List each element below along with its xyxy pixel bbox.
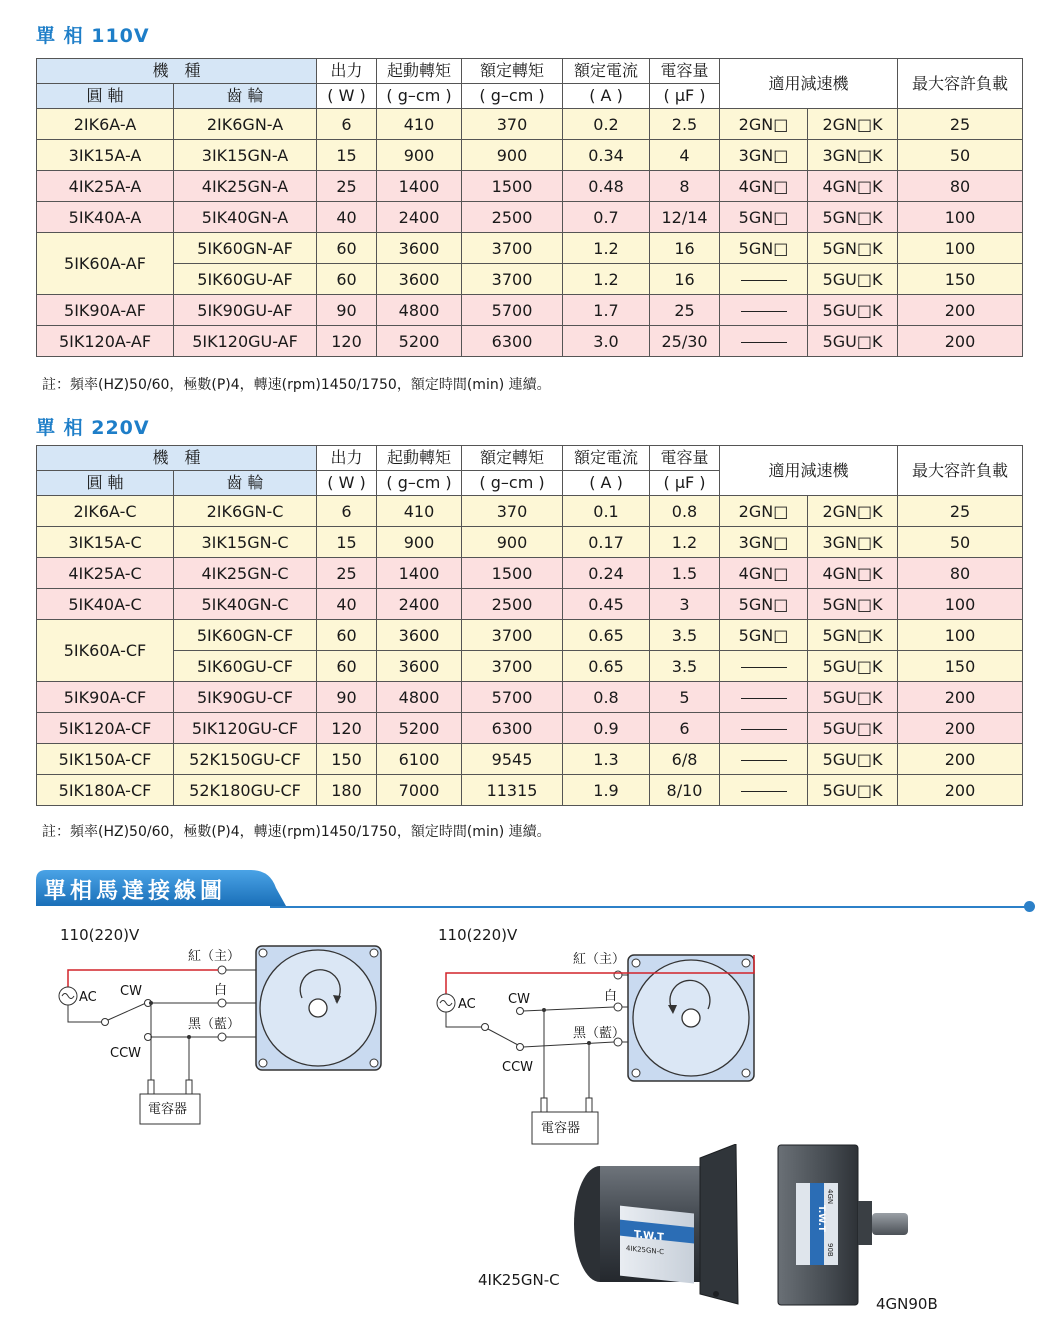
cell-max-load: 50 [898, 527, 1023, 558]
cell-max-load: 80 [898, 171, 1023, 202]
cell-max-load: 25 [898, 496, 1023, 527]
gearbox-plate-ratio: 90B [826, 1243, 834, 1257]
header-model: 機 種 [37, 446, 317, 471]
cell-gear: 52K150GU-CF [174, 744, 317, 775]
cell-start-torque: 410 [377, 109, 462, 140]
cell-reducer-1: 4GN□ [720, 171, 808, 202]
table-row [37, 295, 1023, 326]
header-rated-torque: 額定轉矩 [462, 446, 563, 471]
black-label-2: 黑（藍） [573, 1026, 626, 1041]
white-label-1: 白 [214, 983, 228, 998]
dash-mark [741, 791, 787, 792]
header-rated-current: 額定電流 [563, 59, 650, 84]
cell-reducer-1: 5GN□ [720, 620, 808, 651]
cell-current: 0.9 [563, 713, 650, 744]
header-output: 出力 [317, 446, 377, 471]
ac-label-2: AC [458, 997, 476, 1012]
cell-gear: 5IK60GN-AF [174, 233, 317, 264]
cell-round: 4IK25A-A [37, 171, 174, 202]
cell-max-load: 200 [898, 744, 1023, 775]
cell-round: 2IK6A-A [37, 109, 174, 140]
cell-capacitor: 5 [650, 682, 720, 713]
cell-capacitor: 1.2 [650, 527, 720, 558]
gearbox-photo [776, 1143, 916, 1308]
cell-capacitor: 2.5 [650, 109, 720, 140]
ccw-label-1: CCW [110, 1046, 142, 1061]
cell-reducer-1: 3GN□ [720, 527, 808, 558]
cell-output: 60 [317, 264, 377, 295]
cell-reducer-2: 2GN□K [808, 109, 898, 140]
cell-round: 5IK120A-CF [37, 713, 174, 744]
cell-reducer-1 [720, 682, 808, 713]
cell-start-torque: 5200 [377, 326, 462, 357]
cell-rated-torque: 900 [462, 140, 563, 171]
cell-current: 0.2 [563, 109, 650, 140]
table-row [37, 558, 1023, 589]
cell-output: 180 [317, 775, 377, 806]
cell-max-load: 200 [898, 682, 1023, 713]
cell-current: 1.3 [563, 744, 650, 775]
gearbox-brand: T.W.T [816, 1205, 826, 1232]
cell-rated-torque: 2500 [462, 589, 563, 620]
cell-rated-torque: 370 [462, 109, 563, 140]
divider-dot [1024, 901, 1035, 912]
cell-output: 90 [317, 295, 377, 326]
section-title-110v: 單 相 110V [36, 25, 150, 47]
cell-current: 1.2 [563, 264, 650, 295]
cell-reducer-2: 5GU□K [808, 326, 898, 357]
voltage-label-1: 110(220)V [60, 926, 140, 944]
cell-max-load: 100 [898, 620, 1023, 651]
cell-reducer-1: 2GN□ [720, 109, 808, 140]
cell-output: 15 [317, 527, 377, 558]
table-row [37, 713, 1023, 744]
cell-reducer-2: 4GN□K [808, 558, 898, 589]
cell-current: 0.24 [563, 558, 650, 589]
header-rated-current: 額定電流 [563, 446, 650, 471]
cell-rated-torque: 900 [462, 527, 563, 558]
cell-max-load: 25 [898, 109, 1023, 140]
header-reducer: 適用減速機 [720, 59, 898, 109]
divider-line [270, 906, 1030, 908]
cell-reducer-2: 5GN□K [808, 233, 898, 264]
cell-gear: 2IK6GN-C [174, 496, 317, 527]
cell-current: 0.1 [563, 496, 650, 527]
cell-reducer-1: 3GN□ [720, 140, 808, 171]
cell-max-load: 150 [898, 264, 1023, 295]
motor-plate-model: 4IK25GN-C [626, 1243, 664, 1257]
motor-label: 4IK25GN-C [478, 1271, 560, 1289]
header-model: 機 種 [37, 59, 317, 84]
cell-reducer-2: 5GU□K [808, 682, 898, 713]
cell-current: 1.2 [563, 233, 650, 264]
cell-gear: 2IK6GN-A [174, 109, 317, 140]
cell-start-torque: 900 [377, 140, 462, 171]
white-label-2: 白 [604, 989, 618, 1004]
cell-gear: 5IK120GU-CF [174, 713, 317, 744]
dash-mark [741, 342, 787, 343]
cell-output: 40 [317, 589, 377, 620]
cell-current: 0.65 [563, 620, 650, 651]
cell-capacitor: 3.5 [650, 651, 720, 682]
header-capacitor: 電容量 [650, 446, 720, 471]
table-row [37, 651, 1023, 682]
cell-output: 40 [317, 202, 377, 233]
cell-gear: 3IK15GN-A [174, 140, 317, 171]
cell-round: 4IK25A-C [37, 558, 174, 589]
cw-label-2: CW [508, 992, 530, 1007]
cell-reducer-2: 5GU□K [808, 264, 898, 295]
cell-reducer-1 [720, 744, 808, 775]
cell-capacitor: 3 [650, 589, 720, 620]
header-gear-shaft: 齒 輪 [174, 471, 317, 496]
cell-start-torque: 3600 [377, 620, 462, 651]
cell-reducer-2: 5GU□K [808, 651, 898, 682]
cell-reducer-1 [720, 775, 808, 806]
cell-reducer-2: 5GN□K [808, 620, 898, 651]
cell-capacitor: 1.5 [650, 558, 720, 589]
cell-current: 0.65 [563, 651, 650, 682]
cell-round: 5IK90A-AF [37, 295, 174, 326]
cell-round: 5IK150A-CF [37, 744, 174, 775]
cell-rated-torque: 2500 [462, 202, 563, 233]
header-output-unit: ( W ) [317, 471, 377, 496]
cell-output: 60 [317, 233, 377, 264]
header-rated-torque-unit: ( g–cm ) [462, 471, 563, 496]
cell-round: 5IK60A-CF [37, 620, 174, 682]
cell-output: 6 [317, 109, 377, 140]
capacitor-label-1: 電容器 [148, 1102, 188, 1117]
cw-label-1: CW [120, 984, 142, 999]
header-max-load: 最大容許負載 [898, 59, 1023, 109]
cell-capacitor: 12/14 [650, 202, 720, 233]
cell-gear: 52K180GU-CF [174, 775, 317, 806]
dash-mark [741, 760, 787, 761]
cell-gear: 3IK15GN-C [174, 527, 317, 558]
cell-reducer-2: 5GU□K [808, 775, 898, 806]
cell-current: 1.7 [563, 295, 650, 326]
cell-output: 60 [317, 620, 377, 651]
cell-current: 0.48 [563, 171, 650, 202]
cell-start-torque: 1400 [377, 171, 462, 202]
table-row [37, 109, 1023, 140]
table-row [37, 171, 1023, 202]
cell-gear: 5IK60GU-CF [174, 651, 317, 682]
header-round-shaft: 圓 軸 [37, 471, 174, 496]
cell-rated-torque: 3700 [462, 233, 563, 264]
note-220v: 註：頻率(HZ)50/60，極數(P)4，轉速(rpm)1450/1750，額定時間(min) 連續。 [42, 824, 551, 840]
voltage-label-2: 110(220)V [438, 926, 518, 944]
motor-brand: T.W.T [634, 1229, 664, 1244]
cell-round: 5IK90A-CF [37, 682, 174, 713]
cell-reducer-1: 5GN□ [720, 589, 808, 620]
header-start-torque: 起動轉矩 [377, 446, 462, 471]
red-main-label-1: 紅（主） [188, 949, 241, 964]
cell-reducer-2: 5GN□K [808, 202, 898, 233]
cell-start-torque: 4800 [377, 295, 462, 326]
cell-gear: 5IK60GN-CF [174, 620, 317, 651]
cell-max-load: 150 [898, 651, 1023, 682]
header-max-load: 最大容許負載 [898, 446, 1023, 496]
cell-reducer-1 [720, 264, 808, 295]
cell-capacitor: 8/10 [650, 775, 720, 806]
table-row [37, 233, 1023, 264]
wiring-diagram-cw [50, 940, 390, 1130]
header-rated-torque-unit: ( g–cm ) [462, 84, 563, 109]
dash-mark [741, 667, 787, 668]
gearbox-label: 4GN90B [876, 1295, 938, 1313]
header-start-torque-unit: ( g–cm ) [377, 84, 462, 109]
cell-reducer-2: 3GN□K [808, 140, 898, 171]
cell-output: 15 [317, 140, 377, 171]
cell-start-torque: 3600 [377, 264, 462, 295]
cell-reducer-1: 4GN□ [720, 558, 808, 589]
cell-output: 120 [317, 326, 377, 357]
header-output: 出力 [317, 59, 377, 84]
cell-rated-torque: 6300 [462, 713, 563, 744]
wiring-title: 單相馬達接線圖 [44, 879, 227, 904]
cell-start-torque: 2400 [377, 589, 462, 620]
cell-round: 5IK60A-AF [37, 233, 174, 295]
cell-reducer-2: 5GU□K [808, 713, 898, 744]
dash-mark [741, 729, 787, 730]
header-start-torque-unit: ( g–cm ) [377, 471, 462, 496]
cell-gear: 5IK120GU-AF [174, 326, 317, 357]
table-row [37, 589, 1023, 620]
cell-max-load: 100 [898, 589, 1023, 620]
table-row [37, 744, 1023, 775]
table-row [37, 326, 1023, 357]
table-row [37, 202, 1023, 233]
cell-rated-torque: 1500 [462, 558, 563, 589]
cell-start-torque: 3600 [377, 651, 462, 682]
cell-round: 5IK40A-A [37, 202, 174, 233]
cell-gear: 5IK90GU-CF [174, 682, 317, 713]
cell-capacitor: 6 [650, 713, 720, 744]
cell-max-load: 200 [898, 326, 1023, 357]
cell-reducer-2: 4GN□K [808, 171, 898, 202]
cell-max-load: 80 [898, 558, 1023, 589]
cell-max-load: 100 [898, 202, 1023, 233]
cell-output: 90 [317, 682, 377, 713]
cell-capacitor: 8 [650, 171, 720, 202]
cell-output: 25 [317, 558, 377, 589]
cell-output: 120 [317, 713, 377, 744]
cell-capacitor: 6/8 [650, 744, 720, 775]
cell-current: 0.34 [563, 140, 650, 171]
red-main-label-2: 紅（主） [573, 952, 626, 967]
cell-current: 3.0 [563, 326, 650, 357]
cell-start-torque: 2400 [377, 202, 462, 233]
cell-reducer-1 [720, 326, 808, 357]
cell-current: 0.8 [563, 682, 650, 713]
black-label-1: 黑（藍） [188, 1017, 241, 1032]
cell-current: 0.17 [563, 527, 650, 558]
table-row [37, 527, 1023, 558]
header-rated-current-unit: ( A ) [563, 84, 650, 109]
capacitor-label-2: 電容器 [541, 1121, 581, 1136]
cell-reducer-1: 5GN□ [720, 202, 808, 233]
cell-reducer-2: 5GU□K [808, 295, 898, 326]
gearbox-plate-model: 4GN [826, 1189, 834, 1205]
cell-max-load: 200 [898, 295, 1023, 326]
dash-mark [741, 311, 787, 312]
cell-rated-torque: 6300 [462, 326, 563, 357]
cell-capacitor: 16 [650, 233, 720, 264]
section-title-220v: 單 相 220V [36, 417, 150, 439]
cell-reducer-2: 5GU□K [808, 744, 898, 775]
header-reducer: 適用減速機 [720, 446, 898, 496]
cell-round: 5IK120A-AF [37, 326, 174, 357]
header-rated-torque: 額定轉矩 [462, 59, 563, 84]
cell-rated-torque: 3700 [462, 651, 563, 682]
header-output-unit: ( W ) [317, 84, 377, 109]
cell-current: 0.7 [563, 202, 650, 233]
cell-output: 25 [317, 171, 377, 202]
cell-start-torque: 6100 [377, 744, 462, 775]
cell-start-torque: 1400 [377, 558, 462, 589]
cell-capacitor: 3.5 [650, 620, 720, 651]
cell-round: 3IK15A-C [37, 527, 174, 558]
header-rated-current-unit: ( A ) [563, 471, 650, 496]
cell-round: 2IK6A-C [37, 496, 174, 527]
cell-max-load: 50 [898, 140, 1023, 171]
cell-gear: 4IK25GN-A [174, 171, 317, 202]
header-gear-shaft: 齒 輪 [174, 84, 317, 109]
cell-capacitor: 4 [650, 140, 720, 171]
cell-reducer-2: 2GN□K [808, 496, 898, 527]
table-row [37, 775, 1023, 806]
cell-current: 1.9 [563, 775, 650, 806]
cell-output: 6 [317, 496, 377, 527]
cell-reducer-2: 5GN□K [808, 589, 898, 620]
cell-rated-torque: 5700 [462, 295, 563, 326]
cell-reducer-1 [720, 713, 808, 744]
cell-start-torque: 7000 [377, 775, 462, 806]
header-capacitor: 電容量 [650, 59, 720, 84]
cell-reducer-1 [720, 295, 808, 326]
dash-mark [741, 280, 787, 281]
cell-capacitor: 25/30 [650, 326, 720, 357]
cell-start-torque: 410 [377, 496, 462, 527]
cell-gear: 5IK60GU-AF [174, 264, 317, 295]
cell-reducer-2: 3GN□K [808, 527, 898, 558]
cell-max-load: 200 [898, 713, 1023, 744]
wiring-diagram-ccw [432, 945, 772, 1150]
cell-max-load: 100 [898, 233, 1023, 264]
cell-rated-torque: 9545 [462, 744, 563, 775]
cell-reducer-1 [720, 651, 808, 682]
spec-table-220v [36, 445, 1023, 806]
header-capacitor-unit: ( μF ) [650, 84, 720, 109]
table-row [37, 496, 1023, 527]
dash-mark [741, 698, 787, 699]
cell-rated-torque: 370 [462, 496, 563, 527]
cell-gear: 5IK90GU-AF [174, 295, 317, 326]
cell-rated-torque: 3700 [462, 264, 563, 295]
cell-reducer-1: 5GN□ [720, 233, 808, 264]
cell-start-torque: 900 [377, 527, 462, 558]
cell-max-load: 200 [898, 775, 1023, 806]
cell-start-torque: 5200 [377, 713, 462, 744]
note-110v: 註：頻率(HZ)50/60，極數(P)4，轉速(rpm)1450/1750，額定時間(min) 連續。 [42, 377, 551, 393]
header-start-torque: 起動轉矩 [377, 59, 462, 84]
cell-round: 5IK180A-CF [37, 775, 174, 806]
cell-rated-torque: 1500 [462, 171, 563, 202]
cell-gear: 5IK40GN-C [174, 589, 317, 620]
motor-photo [566, 1144, 746, 1310]
ac-label-1: AC [79, 990, 97, 1005]
cell-rated-torque: 5700 [462, 682, 563, 713]
cell-current: 0.45 [563, 589, 650, 620]
table-row [37, 264, 1023, 295]
table-row [37, 682, 1023, 713]
header-round-shaft: 圓 軸 [37, 84, 174, 109]
cell-gear: 4IK25GN-C [174, 558, 317, 589]
cell-reducer-1: 2GN□ [720, 496, 808, 527]
cell-output: 60 [317, 651, 377, 682]
cell-start-torque: 3600 [377, 233, 462, 264]
cell-rated-torque: 11315 [462, 775, 563, 806]
cell-capacitor: 25 [650, 295, 720, 326]
cell-round: 5IK40A-C [37, 589, 174, 620]
cell-start-torque: 4800 [377, 682, 462, 713]
cell-capacitor: 16 [650, 264, 720, 295]
table-row [37, 140, 1023, 171]
spec-table-110v [36, 58, 1023, 357]
cell-round: 3IK15A-A [37, 140, 174, 171]
cell-capacitor: 0.8 [650, 496, 720, 527]
cell-output: 150 [317, 744, 377, 775]
cell-gear: 5IK40GN-A [174, 202, 317, 233]
cell-rated-torque: 3700 [462, 620, 563, 651]
ccw-label-2: CCW [502, 1060, 534, 1075]
table-row [37, 620, 1023, 651]
header-capacitor-unit: ( μF ) [650, 471, 720, 496]
